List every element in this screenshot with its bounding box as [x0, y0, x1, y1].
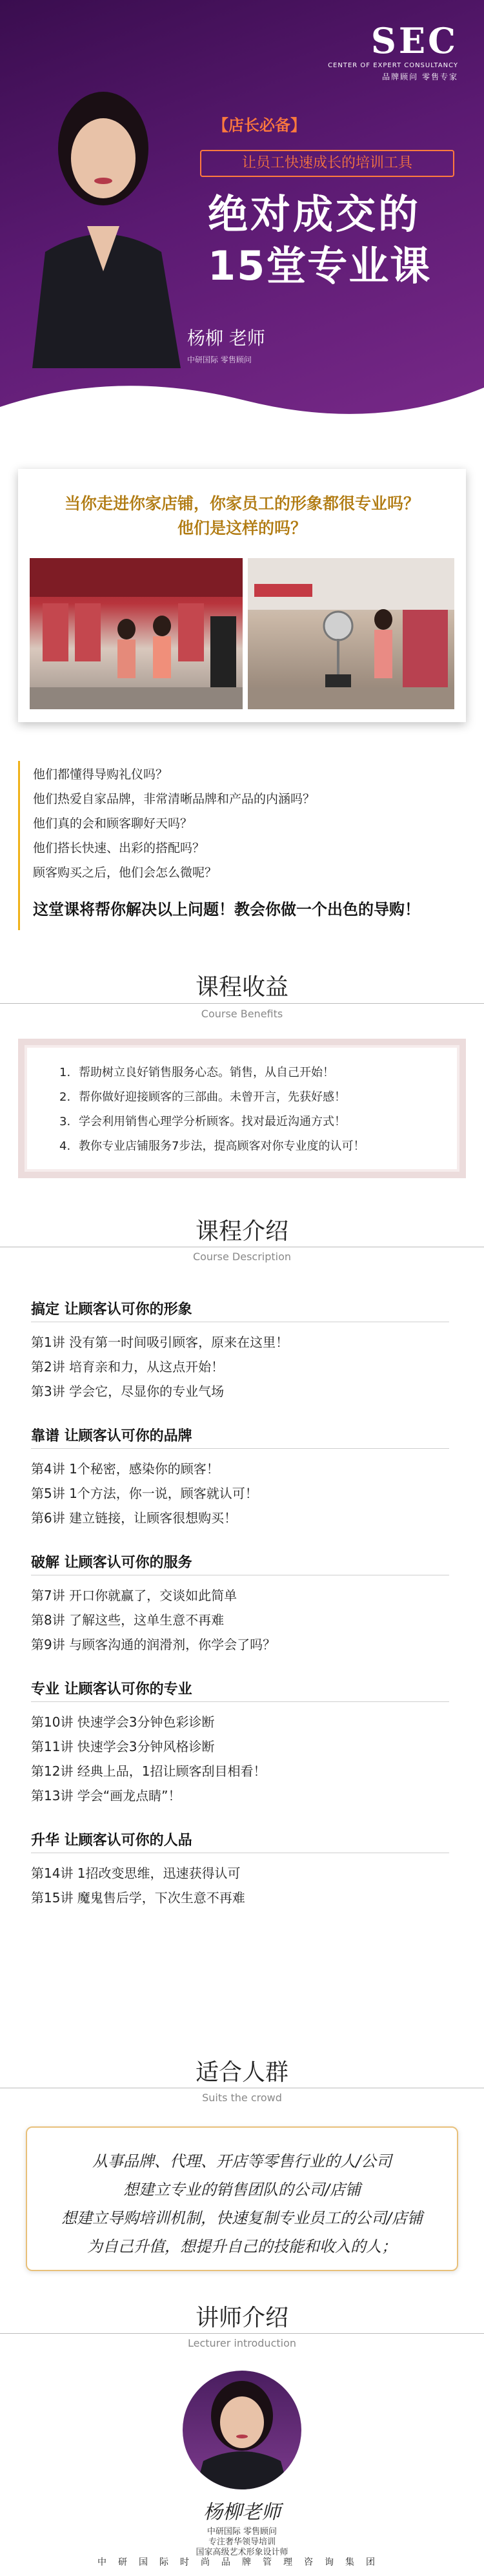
benefits-box [18, 1039, 466, 1178]
benefit-item [59, 1063, 334, 1080]
module-title: 搞定 让顾客认可你的形象 [31, 1302, 192, 1318]
crowd-item: 想建立导购培训机制，快速复制专业员工的公司/店铺 [61, 2209, 423, 2227]
hero-tagline: 让员工快速成长的培训工具 [200, 150, 454, 177]
logo-subtitle-en: CENTER OF EXPERT CONSULTANCY [328, 62, 458, 69]
course-subtitle: Course Description [192, 1251, 292, 1263]
lesson-item: 第14讲 1招改变思维，迅速获得认可 [31, 1865, 241, 1881]
lesson-item: 第12讲 经典上品，1招让顾客刮目相看！ [31, 1763, 267, 1779]
benefit-number: 2. [59, 1090, 71, 1104]
module-title: 专业 让顾客认可你的专业 [31, 1681, 192, 1698]
problem-item: 顾客购买之后，他们会怎么微呢？ [33, 866, 217, 880]
module-title: 升华 让顾客认可你的人品 [31, 1833, 192, 1849]
crowd-item: 为自己升值，想提升自己的技能和收入的人； [87, 2238, 397, 2256]
problem-item: 他们热爱自家品牌，非常清晰品牌和产品的内涵吗？ [33, 792, 316, 806]
lesson-item: 第8讲 了解这些，这单生意不再难 [31, 1612, 225, 1628]
lesson-item: 第1讲 没有第一时间吸引顾客，原来在这里！ [31, 1335, 289, 1350]
problem-item: 他们搭长快速、出彩的搭配吗？ [33, 841, 205, 855]
hero-teacher-title: 中研国际 零售顾问 [187, 355, 252, 364]
lesson-item: 第3讲 学会它，尽显你的专业气场 [31, 1384, 225, 1399]
benefits-subtitle: Course Benefits [201, 1008, 283, 1020]
crowd-subtitle: Suits the crowd [202, 2092, 282, 2104]
crowd-title: 适合人群 [195, 2059, 288, 2086]
crowd-box [26, 2126, 458, 2271]
lecturer-title: 讲师介绍 [195, 2305, 288, 2331]
module-divider [31, 1701, 449, 1702]
problem-cta: 这堂课将帮你解决以上问题！教会你做一个出色的导购！ [33, 900, 420, 919]
lesson-item: 第2讲 培育亲和力，从这点开始！ [31, 1359, 225, 1375]
lecturer-avatar [183, 2371, 301, 2489]
problem-item: 他们都懂得导购礼仪吗？ [33, 767, 168, 782]
lecturer-info-line: 专注奢华领导培训 [208, 2537, 276, 2547]
intro-question-followup: 他们是这样的吗？ [177, 519, 307, 537]
footer-company: 中研国际时尚品牌管理咨询集团 [97, 2557, 387, 2568]
lecturer-name: 杨柳老师 [203, 2501, 281, 2524]
hero-title-line1: 绝对成交的 [208, 191, 421, 238]
store-photo-right [248, 558, 454, 709]
lesson-item: 第13讲 学会“画龙点睛”！ [31, 1788, 181, 1803]
module-title: 靠谱 让顾客认可你的品牌 [31, 1428, 192, 1444]
lecturer-info-line: 国家高级艺术形象设计师 [196, 2548, 288, 2557]
lecturer-divider [0, 2333, 484, 2334]
problem-list [18, 761, 466, 930]
hero-teacher-name: 杨柳 老师 [187, 327, 265, 349]
benefit-item [59, 1088, 346, 1105]
hero-title-line2: 15堂专业课 [208, 242, 432, 289]
benefits-title: 课程收益 [195, 974, 288, 1001]
benefit-number: 4. [59, 1139, 71, 1153]
lesson-item: 第15讲 魔鬼售后学，下次生意不再难 [31, 1890, 245, 1906]
hero-wave-divider [0, 362, 484, 452]
benefit-text: 帮助树立良好销售服务心态。销售，从自己开始！ [79, 1066, 334, 1079]
lesson-item: 第10讲 快速学会3分钟色彩诊断 [31, 1714, 215, 1730]
store-manager-badge: 【店长必备】 [213, 116, 306, 134]
course-title: 课程介绍 [195, 1218, 288, 1245]
lesson-item: 第5讲 1个方法，你一说，顾客就认可！ [31, 1486, 258, 1501]
benefit-text: 教你专业店铺服务7步法，提高顾客对你专业度的认可！ [79, 1139, 365, 1153]
sec-logo: SEC [370, 20, 458, 61]
benefit-item [59, 1112, 346, 1129]
benefit-text: 学会利用销售心理学分析顾客。找对最近沟通方式！ [79, 1115, 346, 1128]
lesson-item: 第7讲 开口你就赢了，交谈如此简单 [31, 1588, 237, 1603]
store-photo-left [30, 558, 243, 709]
crowd-item: 想建立专业的销售团队的公司/店铺 [123, 2181, 361, 2199]
intro-card [18, 469, 466, 722]
module-title: 破解 让顾客认可你的服务 [31, 1555, 192, 1571]
crowd-item: 从事品牌、代理、开店等零售行业的人/公司 [92, 2152, 392, 2170]
problem-item: 他们真的会和顾客聊好天吗？ [33, 816, 193, 831]
benefits-inner [27, 1048, 457, 1169]
lesson-item: 第9讲 与顾客沟通的润滑剂，你学会了吗？ [31, 1637, 276, 1652]
lecturer-subtitle: Lecturer introduction [187, 2337, 297, 2349]
logo-subtitle-cn: 品牌顾问 零售专家 [382, 72, 458, 81]
benefit-text: 帮你做好迎接顾客的三部曲。未曾开言，先获好感！ [79, 1090, 346, 1104]
lesson-item: 第6讲 建立链接，让顾客很想购买！ [31, 1510, 237, 1526]
module-divider [31, 1448, 449, 1449]
intro-question: 当你走进你家店铺，你家员工的形象都很专业吗？ [64, 494, 419, 513]
lesson-item: 第11讲 快速学会3分钟风格诊断 [31, 1739, 215, 1754]
benefits-divider [0, 1003, 484, 1004]
hero-banner [0, 0, 484, 452]
benefit-number: 3. [59, 1115, 71, 1128]
lesson-item: 第4讲 1个秘密，感染你的顾客！ [31, 1461, 219, 1477]
lecturer-info-line: 中研国际 零售顾问 [207, 2527, 277, 2537]
benefit-item [59, 1137, 365, 1154]
benefit-number: 1. [59, 1066, 71, 1079]
teacher-portrait [6, 78, 200, 368]
